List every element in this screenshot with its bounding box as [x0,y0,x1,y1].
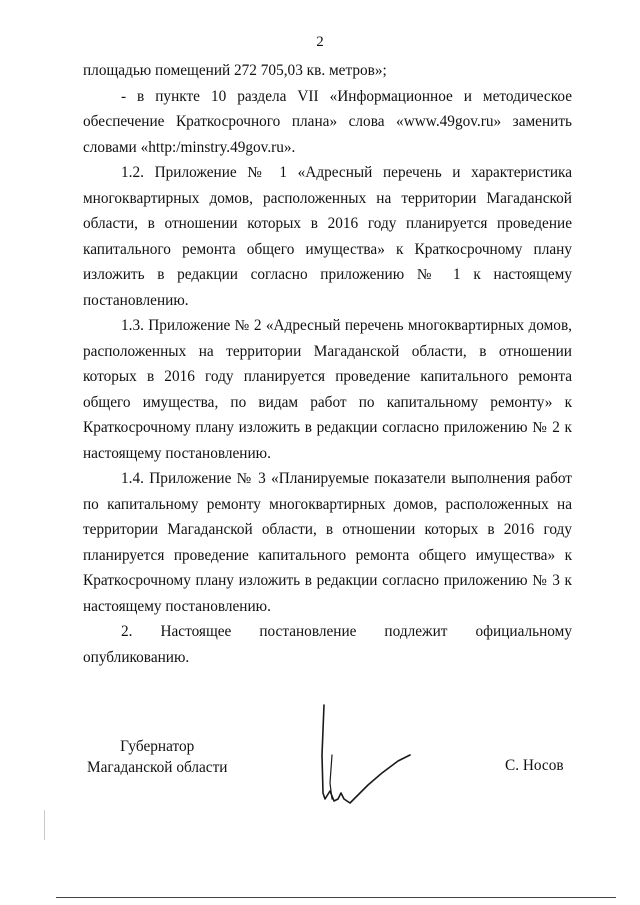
paragraph-1-3: 1.3. Приложение № 2 «Адресный перечень многоквартирных домов, расположенных на территории Магаданской области, в отношении которых в 2016 году планируется проведение капитального ремонта общего имущества, по видам работ по капитальному ремонту» к Краткосрочному плану изложить в редакции согласно приложению № 2 к настоящему постановлению. [83,317,572,462]
bottom-rule [56,897,616,898]
signer-name: С. Носов [505,757,564,774]
document-body [83,58,572,670]
signer-title [87,736,227,778]
handwritten-signature [310,695,420,815]
signer-title-line2: Магаданской области [87,759,228,776]
signer-title-line1: Губернатор [120,738,195,755]
paragraph-1-2: 1.2. Приложение № 1 «Адресный перечень и характеристика многоквартирных домов, расположенных на территории Магаданской области, в отношении которых в 2016 году планируется проведение капитального ремонта общего имущества» к Краткосрочному плану изложить в редакции согласно приложению № 1 к настоящему постановлению. [83,164,572,309]
paragraph-continuation: площадью помещений 272 705,03 кв. метров»; [83,62,387,79]
paragraph-1-4: 1.4. Приложение № 3 «Планируемые показатели выполнения работ по капитальному ремонту многоквартирных домов, расположенных на территории Магаданской области, в отношении которых в 2016 году планируется проведение капитального ремонта общего имущества» к Краткосрочному плану изложить в редакции согласно приложению № 3 к настоящему постановлению. [83,470,572,615]
page-number: 2 [316,34,324,50]
paragraph-list-item: - в пункте 10 раздела VII «Информационное и методическое обеспечение Краткосрочного плана» слова «www.49gov.ru» заменить словами «http:/minstry.49gov.ru». [83,87,572,156]
paragraph-2: 2. Настоящее постановление подлежит официальному опубликованию. [83,623,572,666]
margin-mark [44,810,45,840]
